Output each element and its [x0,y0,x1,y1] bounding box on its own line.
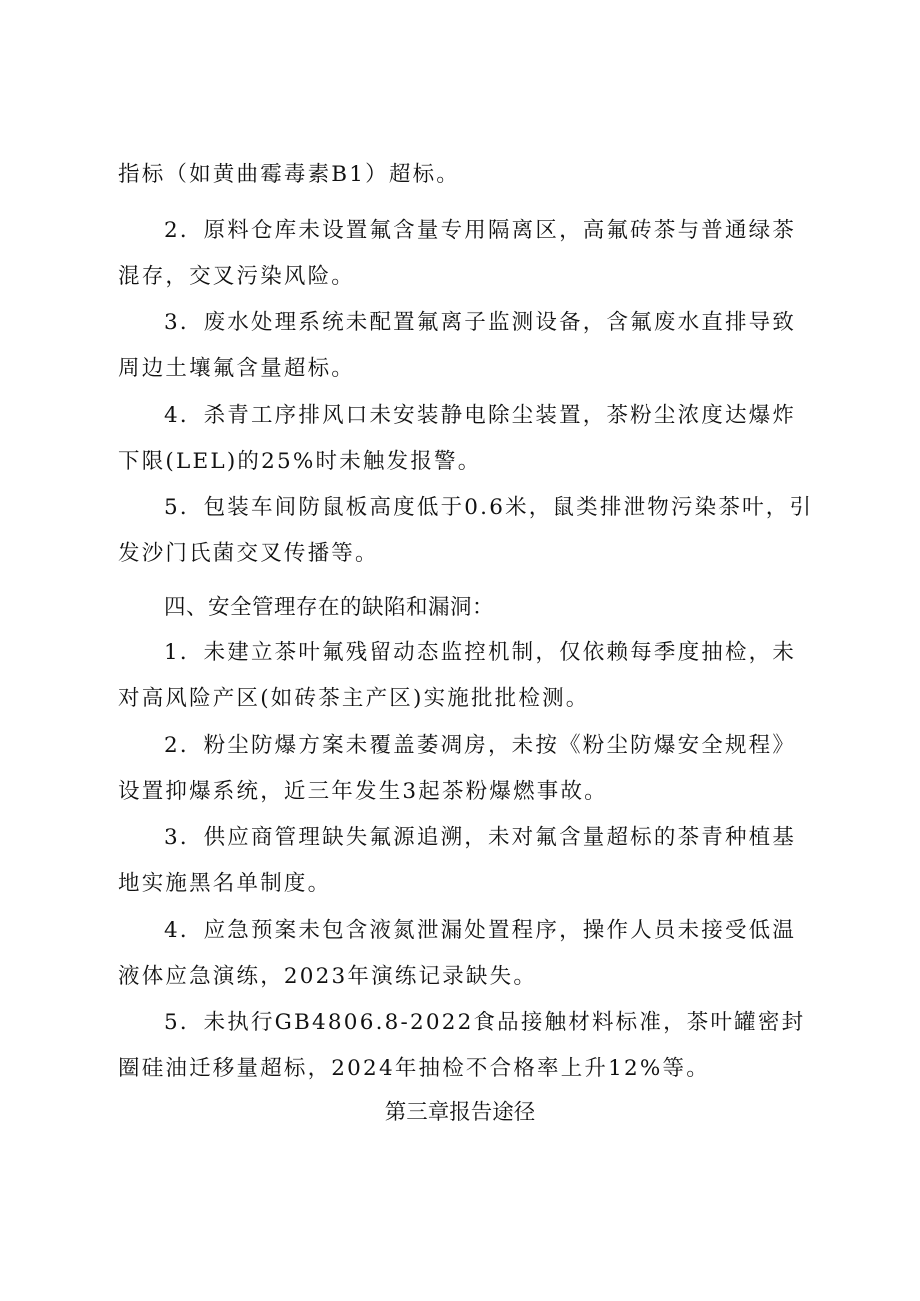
section4-item-1: 1．未建立茶叶氟残留动态监控机制，仅依赖每季度抽检，未对高风险产区(如砖茶主产区)实施批批检测。 [118,640,797,711]
section3-item-3: 3．废水处理系统未配置氟离子监测设备，含氟废水直排导致周边土壤氟含量超标。 [118,310,797,381]
section3-item-5: 5．包装车间防鼠板高度低于0.6米，鼠类排泄物污染茶叶，引发沙门氏菌交叉传播等。 [118,495,814,566]
section4-heading: 四、安全管理存在的缺陷和漏洞： [164,595,495,620]
section4-item-5: 5．未执行GB4806.8-2022食品接触材料标准，茶叶罐密封圈硅油迁移量超标，2024年抽检不合格率上升12%等。 [118,1010,806,1081]
section3-item-2: 2．原料仓库未设置氟含量专用隔离区，高氟砖茶与普通绿茶混存，交叉污染风险。 [118,218,797,289]
section4-item-4: 4．应急预案未包含液氮泄漏处置程序，操作人员未接受低温液体应急演练，2023年演练记录缺失。 [118,918,797,989]
chapter-title: 第三章报告途径 [384,1100,536,1125]
section4-item-3: 3．供应商管理缺失氟源追溯，未对氟含量超标的茶青种植基地实施黑名单制度。 [118,825,797,896]
section4-item-2: 2．粉尘防爆方案未覆盖萎凋房，未按《粉尘防爆安全规程》设置抑爆系统，近三年发生3起茶粉爆燃事故。 [118,733,797,804]
section3-item-4: 4．杀青工序排风口未安装静电除尘装置，茶粉尘浓度达爆炸下限(LEL)的25%时未触发报警。 [118,403,797,474]
paragraph-continuation: 指标（如黄曲霉毒素B1）超标。 [118,162,460,187]
